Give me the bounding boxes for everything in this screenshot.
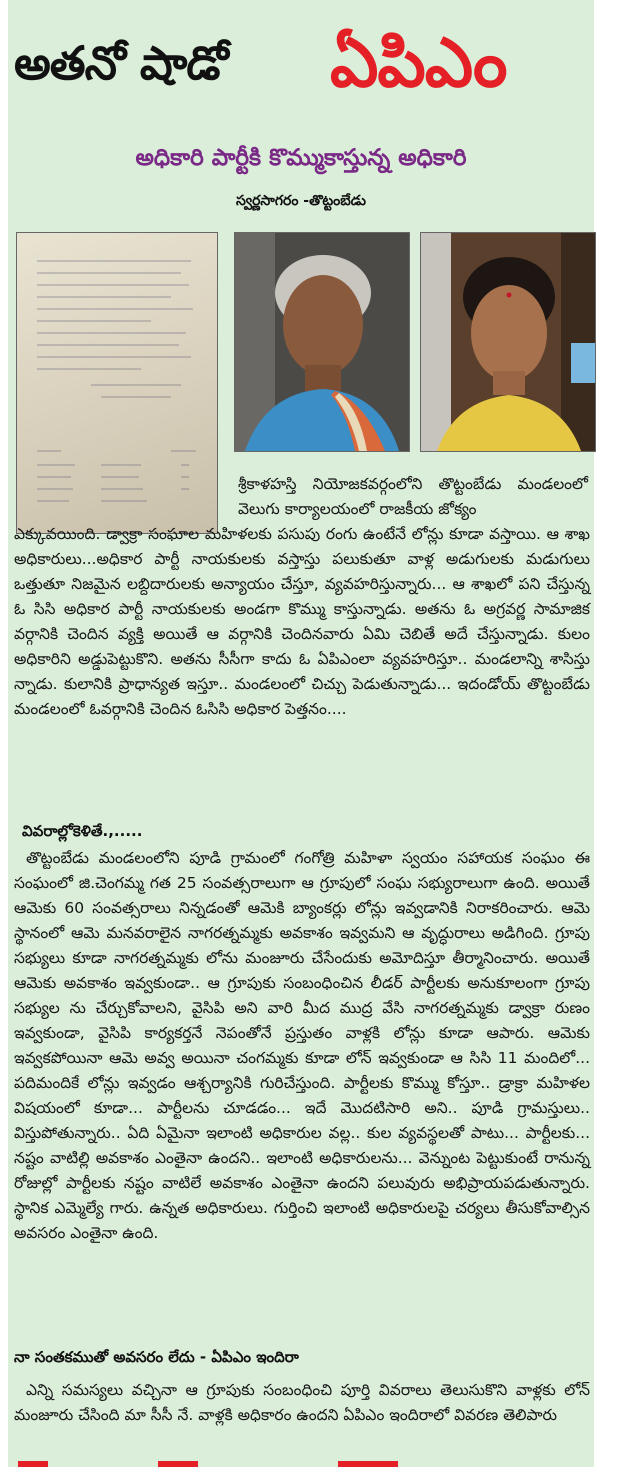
elderly-woman-image [235, 233, 409, 451]
elderly-woman-photo [234, 232, 410, 452]
article-paragraph-1: ఎక్కువయింది. డ్వాక్రా సంఘాల మహిళలకు పసుపు రంగు ఉంటేనే లోన్లు కూడా వస్తాయి. ఆ శాఖ అధికారులు...అధికార పార్టీ నాయకులకు వస్తాస్తు పలుకుతూ వాళ్ల అడుగులకు మడుగులు ఒత్తుతూ నిజమైన లబ్దిదారులకు అన్యాయం చేస్తూ, వ్యవహరిస్తున్నారు... ఆ శాఖలో పని చేస్తున్న ఓ సిసి అధికార పార్టీ నాయకులకు అండగా కొమ్ము కాస్తున్నాడు. అతను ఓ అగ్రవర్ణ సామాజిక వర్గానికి చెందిన వ్యక్తి అయితే ఆ వర్గానికి చెందినవారు ఏమి చెబితే అదే చేస్తున్నాడు. కులం అధికారిని అడ్డుపెట్టుకొని. అతను సీసీగా కాదు ఓ ఏపిఎంలా వ్యవహరిస్తూ.. మండలాన్ని శాసిస్తు న్నాడు. కులానికి ప్రాధాన్యత ఇస్తూ.. మండలంలో చిచ్చు పెడుతున్నాడు... ఇదండోయ్ తొట్టంబేడు మండలంలో ఓవర్గానికి చెందిన ఓసిసి అధికార పెత్తనం.... [14, 525, 590, 718]
section-heading-details: వివరాల్లోకెళితే.,..... [22, 822, 143, 840]
document-handwriting-image [31, 251, 201, 511]
young-woman-image [421, 233, 595, 451]
article-paragraph-3: ఎన్ని సమస్యలు వచ్చినా ఆ గ్రూపుకు సంబంధించి పూర్తి వివరాలు తెలుసుకొని వాళ్లకు లోన్ మంజూరు చేసింది మా సీసీ నే. వాళ్లకి అధికారం ఉందని ఏపిఎం ఇందిరాలో వివరణ తెలిపారు [14, 1381, 590, 1424]
subheadline: అధికారి పార్టీకి కొమ్ముకాస్తున్న అధికారి [135, 145, 467, 171]
headline [8, 24, 594, 110]
newspaper-page [8, 0, 594, 1467]
byline: స్వర్ణసాగరం -తొట్టంబేడు [236, 193, 366, 209]
article-paragraph-1-lead: శ్రీకాళహస్తి నియోజకవర్గంలోని తొట్టంబేడు మండలంలో వెలుగు కార్యాలయంలో రాజకీయ జోక్యం [238, 475, 588, 518]
young-woman-photo [420, 232, 596, 452]
headline-red-text: ఏపిఎం [330, 24, 507, 103]
next-headline-strip [8, 1455, 594, 1467]
document-photo [16, 232, 218, 534]
quote-heading: నా సంతకముతో అవసరం లేదు - ఏపిఎం ఇందిరా [14, 1348, 299, 1366]
headline-black-text: అతనో షాడో [14, 36, 228, 90]
article-paragraph-2: తొట్టంబేడు మండలంలోని పూడి గ్రామంలో గంగోత్రి మహిళా స్వయం సహాయక సంఘం ఈ సంఘంలో జి.చెంగమ్మ గత 25 సంవత్సరాలుగా ఆ గ్రూపులో సంఘ సభ్యురాలుగా ఉంది. అయితే ఆమెకు 60 సంవత్సరాలు నిన్నడంతో ఆమెకి బ్యాంకర్లు లోన్లు ఇవ్వడానికి నిరాకరించారు. ఆమె స్థానంలో ఆమె మనవరాలైన నాగరత్నమ్మకు అవకాశం ఇవ్వమని ఆ వృద్ధురాలు అడిగింది. గ్రూపు సభ్యులు కూడా నాగరత్నమ్మకు లోను మంజూరు చేసేందుకు అమోదిస్తూ తీర్మానించారు. అయితే ఆమెకు అవకాశం ఇవ్వకుండా.. ఆ గ్రూపుకు సంబంధించిన లీడర్ పార్టీలకు అనుకూలంగా గ్రూపు సభ్యుల ను చేర్చుకోవాలని, వైసిపి అని వారి మీద ముద్ర వేసి నాగరత్నమ్మకు డ్వాక్రా రుణం ఇవ్వకుండా, వైసిపి కార్యకర్తనే నెపంతోనే ప్రస్తుతం వాళ్లకి లోన్లు కూడా ఆపారు. ఆమెకు ఇవ్వకపోయినా ఆమె అవ్వ అయినా చంగమ్మకు కూడా లోన్ ఇవ్వకుండా ఆ సిసి 11 మందిలో... పదిమందికే లోన్లు ఇవ్వడం ఆశ్చర్యానికి గురిచేస్తుంది. పార్టీలకు కొమ్ము కోస్తూ.. డ్రాక్రా మహిళల విషయంలో కూడా... పార్టీలను చూడడం... ఇదే మొదటిసారి అని.. పూడి గ్రామస్తులు.. విస్తుపోతున్నారు.. ఏది ఏమైనా ఇలాంటి అధికారుల వల్ల.. కుల వ్యవస్థలతో పాటు... పార్టీలకు... నష్టం వాటిల్లి అవకాశం ఎంతైనా ఉందని.. ఇలాంటి అధికారులను... వెన్నుంట పెట్టుకుంటే రానున్న రోజుల్లో పార్టీలకు నష్టం వాటిలే అవకాశం ఎంతైనా ఉందని పలువురు అభిప్రాయపడుతున్నారు. స్థానిక ఎమ్మెల్యే గారు. ఉన్నత అధికారులు. గుర్తించి ఇలాంటి అధికారులపై చర్యలు తీసుకోవాల్సిన అవసరం ఎంతైనా ఉంది. [14, 849, 590, 1242]
